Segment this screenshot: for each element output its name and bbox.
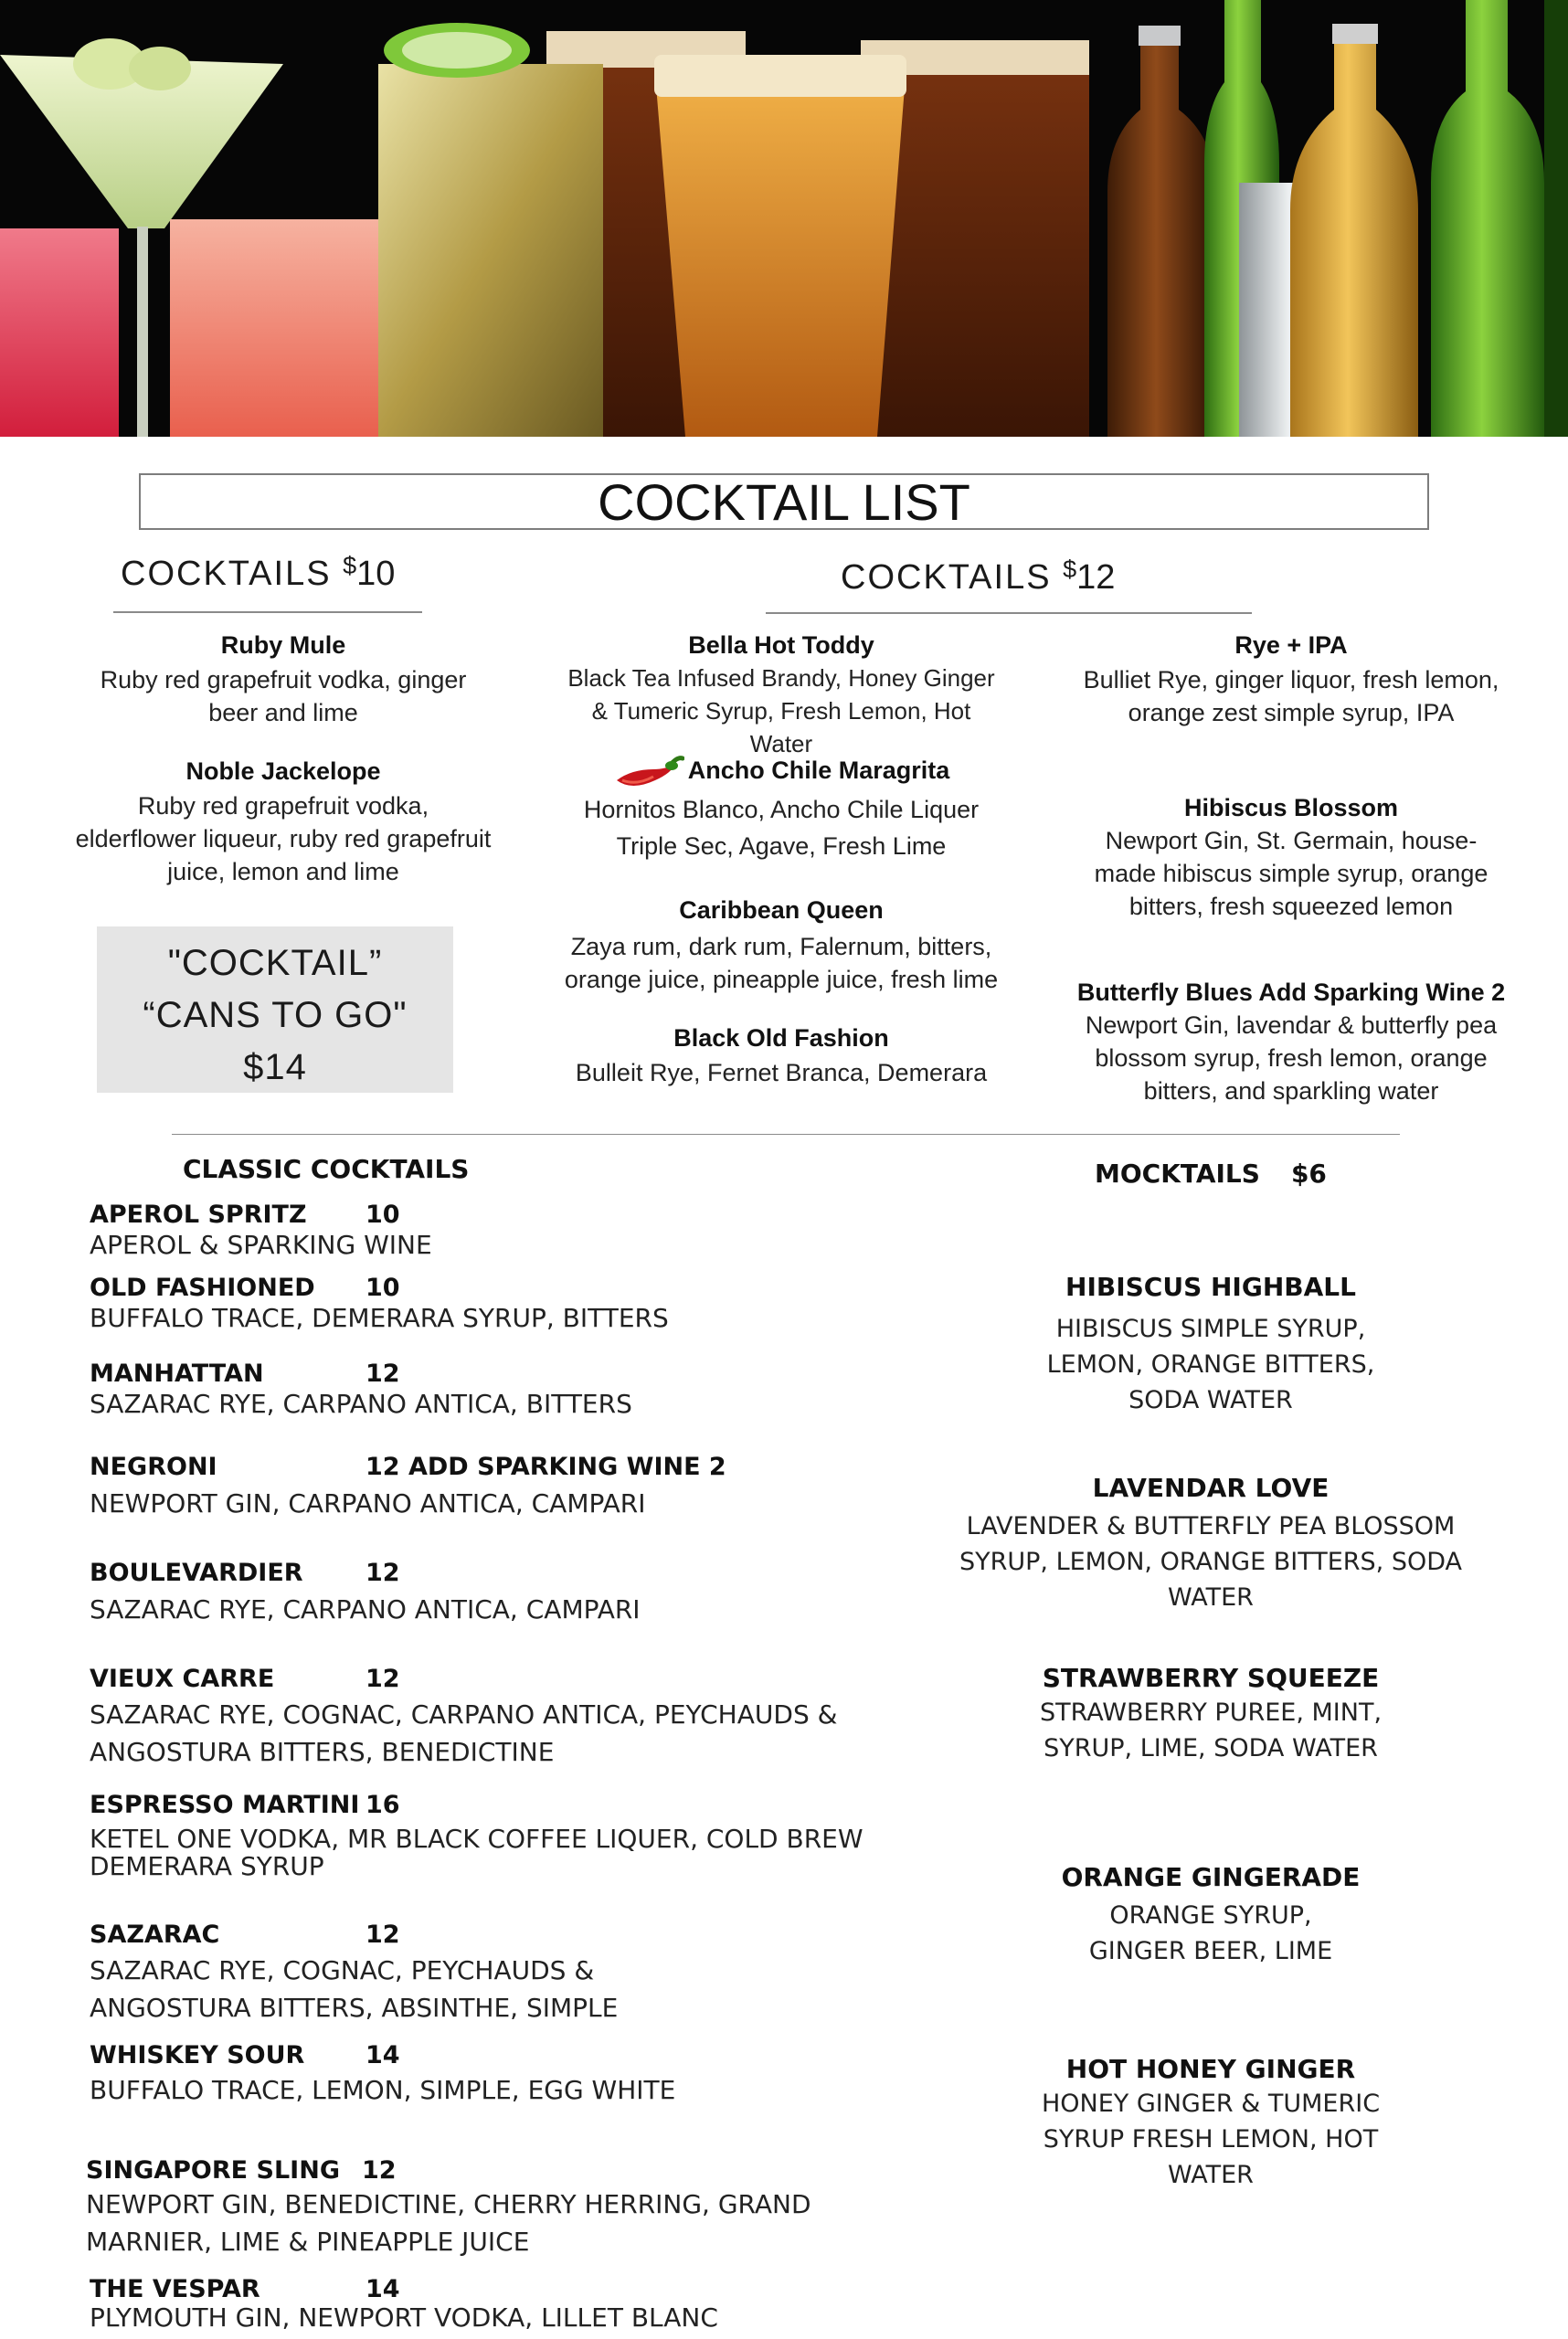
item-description: NEWPORT GIN, CARPANO ANTICA, CAMPARI xyxy=(90,1488,646,1519)
classic-item-header xyxy=(90,1921,747,1952)
item-description: Bulleit Rye, Fernet Branca, Demerara xyxy=(575,1059,988,1086)
cans-to-go-box xyxy=(97,926,453,1093)
item-price: 10 xyxy=(366,1274,400,1302)
item-name: SINGAPORE SLING xyxy=(86,2156,340,2185)
item-name: Rye + IPA xyxy=(1234,631,1348,659)
item-name: Noble Jackelope xyxy=(185,757,381,785)
item-price: 12 xyxy=(366,1360,400,1388)
classic-item-header xyxy=(90,2275,875,2304)
item-description: SAZARAC RYE, CARPANO ANTICA, BITTERS xyxy=(90,1389,632,1419)
item-name: Caribbean Queen xyxy=(679,896,884,924)
classic-item xyxy=(90,1201,875,1259)
item-description: HIBISCUS SIMPLE SYRUP, LEMON, ORANGE BITTERS, SODA WATER xyxy=(1046,1315,1375,1414)
classic-item xyxy=(90,2041,875,2109)
cocktails-10-divider xyxy=(113,611,422,613)
menu-item xyxy=(1049,976,1533,1107)
item-name: BOULEVARDIER xyxy=(90,1559,303,1587)
cocktails-12-currency: $ xyxy=(1063,556,1077,583)
item-name: APEROL SPRITZ xyxy=(90,1201,307,1229)
item-name: OLD FASHIONED xyxy=(90,1274,315,1302)
classic-item xyxy=(86,2156,835,2260)
item-price: 12 xyxy=(362,2156,397,2185)
menu-item xyxy=(75,755,492,888)
mocktail-item xyxy=(969,1862,1453,1969)
classic-item xyxy=(90,1665,839,1771)
item-name: Bella Hot Toddy xyxy=(688,631,874,659)
item-name: ORANGE GINGERADE xyxy=(1061,1862,1361,1892)
cocktails-10-heading-label: COCKTAILS xyxy=(121,555,332,593)
item-name: Butterfly Blues Add Sparking Wine 2 xyxy=(1076,979,1506,1006)
mocktails-heading-label: MOCKTAILS xyxy=(1095,1159,1260,1189)
cocktails-10-heading xyxy=(121,552,395,594)
item-description: ORANGE SYRUP, GINGER BEER, LIME xyxy=(1088,1901,1333,1965)
mocktails-heading xyxy=(1095,1159,1327,1189)
item-description: Ruby red grapefruit vodka, ginger beer and lime xyxy=(100,666,467,726)
item-description: SAZARAC RYE, CARPANO ANTICA, CAMPARI xyxy=(90,1594,641,1625)
menu-item xyxy=(557,894,1005,996)
item-name: Hibiscus Blossom xyxy=(1183,794,1399,821)
item-description: NEWPORT GIN, BENEDICTINE, CHERRY HERRING, GRAND MARNIER, LIME & PINEAPPLE JUICE xyxy=(86,2189,811,2257)
item-price: 14 xyxy=(366,2041,400,2069)
chili-pepper-icon xyxy=(613,753,684,791)
classic-item xyxy=(90,1559,875,1628)
menu-item xyxy=(1049,629,1533,729)
cocktails-10-price: 10 xyxy=(356,555,396,593)
item-name: LAVENDAR LOVE xyxy=(1092,1473,1330,1503)
item-name: WHISKEY SOUR xyxy=(90,2041,305,2069)
classic-item xyxy=(90,1791,875,1880)
item-name: Ruby Mule xyxy=(220,631,346,659)
cocktails-12-heading-label: COCKTAILS xyxy=(841,558,1052,597)
item-name: NEGRONI xyxy=(90,1453,217,1481)
item-description: BUFFALO TRACE, LEMON, SIMPLE, EGG WHITE xyxy=(90,2075,676,2105)
classic-item xyxy=(90,1274,875,1332)
cocktails-10-currency: $ xyxy=(343,552,357,579)
cocktails-12-heading xyxy=(841,556,1115,598)
item-description: HONEY GINGER & TUMERIC SYRUP FRESH LEMON, HOT WATER xyxy=(1041,2090,1381,2189)
item-description: BUFFALO TRACE, DEMERARA SYRUP, BITTERS xyxy=(90,1303,669,1333)
classic-item-header xyxy=(90,2041,875,2072)
item-price: 12 xyxy=(366,1921,400,1949)
item-description: Newport Gin, St. Germain, house-made hibiscus simple syrup, orange bitters, fresh squeezed lemon xyxy=(1094,827,1489,920)
item-name: SAZARAC xyxy=(90,1921,220,1949)
menu-title: COCKTAIL LIST xyxy=(139,473,1429,530)
item-name: HOT HONEY GINGER xyxy=(1065,2054,1356,2084)
drinks-banner-image xyxy=(0,0,1568,437)
classic-item-header xyxy=(90,1559,875,1592)
item-name: MANHATTAN xyxy=(90,1360,264,1388)
item-description: KETEL ONE VODKA, MR BLACK COFFEE LIQUER, COLD BREW DEMERARA SYRUP xyxy=(90,1824,863,1881)
item-name-row xyxy=(557,753,1005,791)
item-description: Zaya rum, dark rum, Falernum, bitters, orange juice, pineapple juice, fresh lime xyxy=(564,933,999,993)
section-divider xyxy=(172,1134,1400,1135)
classic-item-header xyxy=(90,1274,875,1305)
menu-item xyxy=(557,629,1005,760)
item-price: 12 ADD SPARKING WINE 2 xyxy=(366,1453,726,1481)
menu-item xyxy=(75,629,492,729)
item-name: Black Old Fashion xyxy=(673,1024,889,1052)
classic-item-header xyxy=(90,1201,875,1232)
classic-item xyxy=(90,1921,747,2027)
menu-item xyxy=(557,753,1005,864)
item-description: SAZARAC RYE, COGNAC, PEYCHAUDS & ANGOSTURA BITTERS, ABSINTHE, SIMPLE xyxy=(90,1955,619,2023)
item-description: Hornitos Blanco, Ancho Chile Liquer Triple Sec, Agave, Fresh Lime xyxy=(583,796,980,860)
mocktail-item xyxy=(969,2054,1453,2193)
item-price: 12 xyxy=(366,1665,400,1693)
item-description: PLYMOUTH GIN, NEWPORT VODKA, LILLET BLANC xyxy=(90,2302,718,2333)
classic-item-header xyxy=(90,1360,875,1391)
item-price: 10 xyxy=(366,1201,400,1229)
mocktail-item xyxy=(969,1663,1453,1766)
classic-item-header xyxy=(90,1665,839,1696)
item-description: Black Tea Infused Brandy, Honey Ginger & Tumeric Syrup, Fresh Lemon, Hot Water xyxy=(567,664,995,757)
classic-item xyxy=(90,1360,875,1418)
classic-item-header xyxy=(90,1453,875,1486)
classic-item xyxy=(90,2275,875,2332)
classic-item xyxy=(90,1453,875,1522)
cocktails-12-divider xyxy=(766,612,1252,614)
item-name: STRAWBERRY SQUEEZE xyxy=(1042,1663,1380,1693)
menu-item xyxy=(1049,791,1533,923)
item-description: SAZARAC RYE, COGNAC, CARPANO ANTICA, PEYCHAUDS & ANGOSTURA BITTERS, BENEDICTINE xyxy=(90,1699,838,1767)
item-description: Bulliet Rye, ginger liquor, fresh lemon, orange zest simple syrup, IPA xyxy=(1083,666,1499,726)
classic-item-header xyxy=(90,1791,875,1826)
mocktail-item xyxy=(969,1272,1453,1418)
mocktail-item xyxy=(877,1473,1544,1615)
cans-price: $14 xyxy=(243,1047,307,1087)
mocktails-price: $6 xyxy=(1290,1159,1327,1189)
item-description: STRAWBERRY PUREE, MINT, SYRUP, LIME, SODA WATER xyxy=(1039,1699,1383,1762)
item-description: LAVENDER & BUTTERFLY PEA BLOSSOM SYRUP, LEMON, ORANGE BITTERS, SODA WATER xyxy=(959,1512,1463,1612)
item-name: ESPRESSO MARTINI xyxy=(90,1791,360,1819)
cans-line-2: “CANS TO GO" xyxy=(143,995,408,1035)
item-description: Ruby red grapefruit vodka, elderflower liqueur, ruby red grapefruit juice, lemon and lime xyxy=(75,792,492,885)
item-price: 16 xyxy=(366,1791,400,1819)
item-name: Ancho Chile Maragrita xyxy=(687,757,950,785)
item-description: APEROL & SPARKING WINE xyxy=(90,1230,432,1260)
menu-item xyxy=(557,1021,1005,1089)
classic-cocktails-heading: CLASSIC COCKTAILS xyxy=(183,1154,470,1184)
item-name: HIBISCUS HIGHBALL xyxy=(1065,1272,1356,1302)
cocktails-12-price: 12 xyxy=(1076,558,1116,597)
item-price: 14 xyxy=(366,2275,400,2303)
item-name: VIEUX CARRE xyxy=(90,1665,275,1693)
item-description: Newport Gin, lavendar & butterfly pea blossom syrup, fresh lemon, orange bitters, and sparkling water xyxy=(1085,1011,1498,1105)
item-price: 12 xyxy=(366,1559,400,1587)
cans-line-1: "COCKTAIL” xyxy=(167,943,383,983)
item-name: THE VESPAR xyxy=(90,2275,260,2303)
classic-item-header xyxy=(86,2156,835,2186)
